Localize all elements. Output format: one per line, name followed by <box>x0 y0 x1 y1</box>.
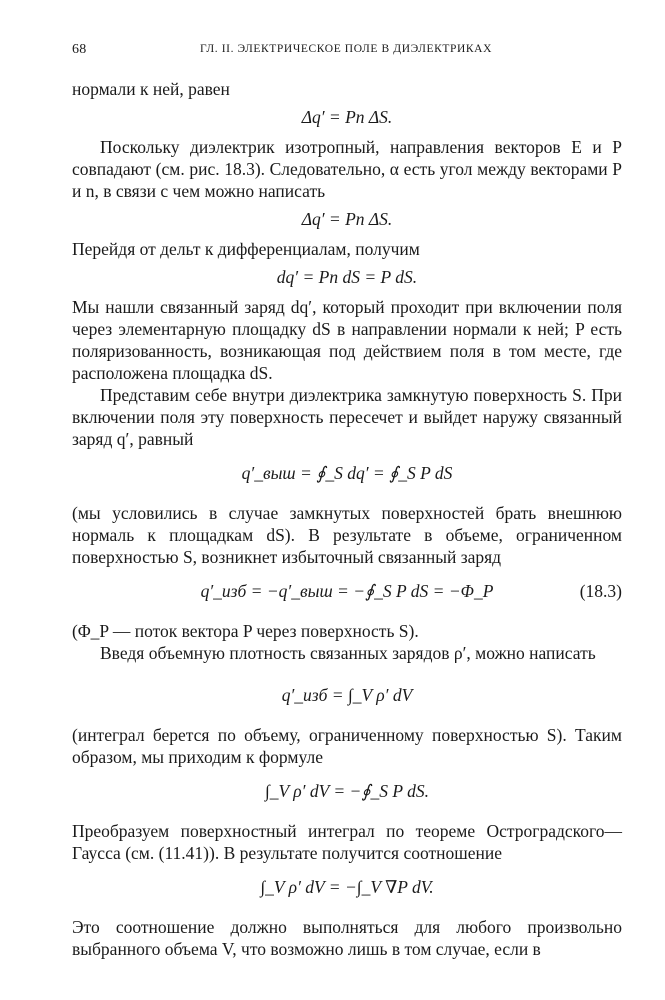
equation-6: q′_изб = ∫_V ρ′ dV <box>281 685 413 705</box>
running-head: ГЛ. II. ЭЛЕКТРИЧЕСКОЕ ПОЛЕ В ДИЭЛЕКТРИКАХ <box>200 43 492 55</box>
equation-number: (18.3) <box>579 581 622 601</box>
page-number: 68 <box>72 42 87 57</box>
equation-8: ∫_V ρ′ dV = −∫_V ∇P dV. <box>260 877 434 897</box>
equation-5-body: q′_изб = −q′_выш = −∮_S P dS = −Φ_P <box>200 581 494 601</box>
paragraph-9: (интеграл берется по объему, ограниченному поверхностью S). Таким образом, мы приходим к формуле <box>72 725 622 767</box>
paragraph-1: нормали к ней, равен <box>72 79 230 99</box>
equation-4: q′_выш = ∮_S dq′ = ∮_S P dS <box>241 463 453 483</box>
paragraph-2: Поскольку диэлектрик изотропный, направления векторов E и P совпадают (см. рис. 18.3). Следовательно, α есть угол между векторами P и n, в связи с чем можно написать <box>72 137 622 201</box>
paragraph-10: Преобразуем поверхностный интеграл по теореме Остроградского—Гаусса (см. (11.41)). В результате получится соотношение <box>72 821 622 863</box>
page-header <box>72 42 621 62</box>
paragraph-11: Это соотношение должно выполняться для любого произвольно выбранного объема V, что возможно лишь в том случае, если в <box>72 917 622 959</box>
equation-7: ∫_V ρ′ dV = −∮_S P dS. <box>264 781 429 801</box>
page-body <box>72 78 622 960</box>
equation-2: Δq′ = Pn ΔS. <box>301 209 393 229</box>
paragraph-6: (мы условились в случае замкнутых поверхностей брать внешнюю нормаль к площадкам dS). В результате в объеме, ограниченном поверхностью S, возникнет избыточный связанный заряд <box>72 503 622 567</box>
equation-1: Δq′ = Pn ΔS. <box>301 107 393 127</box>
equation-5 <box>72 574 622 614</box>
paragraph-8: Введя объемную плотность связанных зарядов ρ′, можно написать <box>100 643 596 663</box>
paragraph-5: Представим себе внутри диэлектрика замкнутую поверхность S. При включении поля эту поверхность пересечет и выйдет наружу связанный заряд q′, равный <box>72 385 622 449</box>
paragraph-7: (Φ_P — поток вектора P через поверхность S). <box>72 621 419 641</box>
paragraph-4: Мы нашли связанный заряд dq′, который проходит при включении поля через элементарную площадку dS в направлении нормали к ней; P есть поляризованность, возникающая под действием поля в том месте, где расположена площадка dS. <box>72 297 622 383</box>
paragraph-3: Перейдя от дельт к дифференциалам, получим <box>72 239 420 259</box>
equation-3: dq′ = Pn dS = P dS. <box>276 267 418 287</box>
